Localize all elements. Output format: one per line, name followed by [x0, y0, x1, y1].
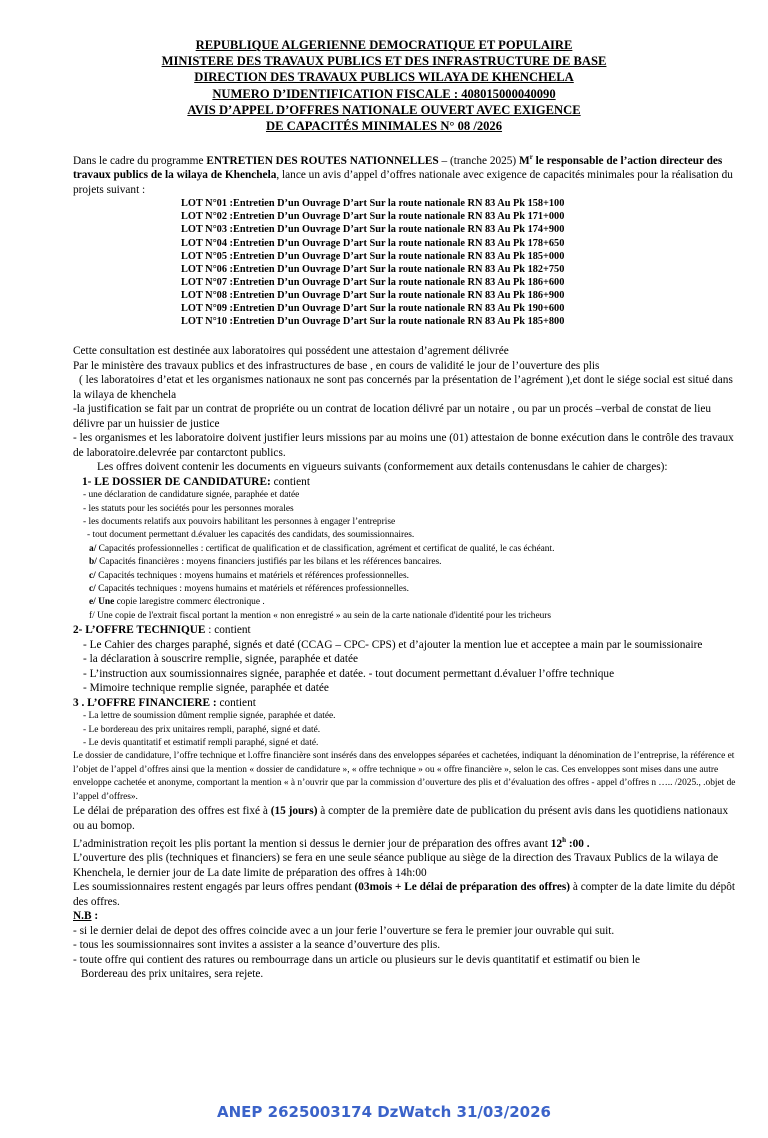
consult-line-3: ( les laboratoires d’etat et les organismes nationaux ne sont pas concernés par la présentation de l’agrément ),et dont le siége social est situé dans la wilaya de khenchela: [73, 374, 733, 401]
intro-paragraph: Dans le cadre du programme ENTRETIEN DES ROUTES NATIONNELLES – (tranche 2025) $M^r$ le responsable de l’action directeur des travaux publics de la wilaya de Khenchela, lance un avis d’appel d’offres nationale avec exigence de capacités minimales pour la réalisation du projets suivant :: [73, 153, 733, 196]
list-item: - les documents relatifs aux pouvoirs habilitant les personnes à engager l’entreprise: [83, 517, 396, 528]
submission-deadline: L’administration reçoit les plis portant la mention si dessus le dernier jour de préparation des offres avant 12$^h$ :00 .: [73, 836, 590, 850]
nb-heading: N.B :: [73, 910, 99, 923]
lot-item: LOT N°01 :Entretien D’un Ouvrage D’art Sur la route nationale RN 83 Au Pk 158+100: [181, 198, 565, 210]
lots-list: [181, 197, 738, 328]
header-ministry: MINISTERE DES TRAVAUX PUBLICS ET DES INFRASTRUCTURE DE BASE: [161, 54, 607, 69]
lot-item: LOT N°08 :Entretien D’un Ouvrage D’art Sur la route nationale RN 83 Au Pk 186+900: [181, 289, 565, 301]
document-header: [0, 37, 768, 134]
anep-footer-stamp: ANEP 2625003174 DzWatch 31/03/2026: [217, 1103, 551, 1121]
lot-item: LOT N°09 :Entretien D’un Ouvrage D’art Sur la route nationale RN 83 Au Pk 190+600: [181, 303, 565, 315]
list-item: - L’instruction aux soumissionnaires signée, paraphée et datée. - tout document permettant d.évaluer l’offre technique: [83, 667, 615, 680]
section-1-items: [73, 489, 738, 623]
lot-item: LOT N°04 :Entretien D’un Ouvrage D’art Sur la route nationale RN 83 Au Pk 178+650: [181, 237, 565, 249]
list-item: - les statuts pour les sociétés pour les personnes morales: [83, 503, 294, 514]
consult-line-6: Les offres doivent contenir les documents en vigueurs suivants (conformement aux details contenusdans le cahier de charges):: [97, 461, 668, 474]
list-item: b/ Capacités financières : moyens financiers justifiés par les bilans et les références bancaires.: [89, 557, 442, 568]
consult-line-1: Cette consultation est destinée aux laboratoires qui possédent une attestaion d’agrement délivrée: [73, 345, 509, 358]
consult-line-2: Par le ministère des travaux publics et des infrastructures de base , en cours de validité le jour de l’ouverture des plis: [73, 359, 600, 372]
list-item: - une déclaration de candidature signée, paraphée et datée: [83, 490, 300, 501]
list-item: - Mimoire technique remplie signée, paraphée et datée: [83, 682, 329, 695]
list-item: - toute offre qui contient des ratures ou rembourrage dans un article ou plusieurs sur le devis quantitatif et estimatif ou bien le: [73, 953, 640, 966]
list-item: f/ Une copie de l'extrait fiscal portant la mention « non enregistré » au sein de la carte nationale d'identité pour les tricheurs: [89, 610, 552, 621]
list-item: - Le devis quantitatif et estimatif rempli paraphé, signé et daté.: [83, 738, 319, 749]
list-item: e/ Une copie laregistre commerc électronique .: [89, 597, 265, 608]
header-direction: DIRECTION DES TRAVAUX PUBLICS WILAYA DE KHENCHELA: [194, 70, 574, 85]
list-item: - tous les soumissionnaires sont invites a assister a la seance d’ouverture des plis.: [73, 939, 441, 952]
list-item: - si le dernier delai de depot des offres coincide avec a un jour ferie l’ouverture se fera le premier jour ouvrable qui suit.: [73, 924, 615, 937]
lot-item: LOT N°05 :Entretien D’un Ouvrage D’art Sur la route nationale RN 83 Au Pk 185+000: [181, 250, 565, 262]
header-fiscal-id: NUMERO D’IDENTIFICATION FISCALE : 408015000040090: [212, 86, 556, 101]
header-republic: REPUBLIQUE ALGERIENNE DEMOCRATIQUE ET POPULAIRE: [195, 38, 573, 52]
envelopes-notice: Le dossier de candidature, l’offre technique et l.offre financière sont insérés dans des enveloppes séparées et cachetées, indiquant la dénomination de l’entreprise, la référence et l’objet de l’appel d’offres ainsi que la mention « dossier de candidature », « offre technique » ou « offre financière », selon le cas. Ces enveloppes sont mises dans une autre enveloppe cachetée et anonyme, comportant la mention « à n’ouvrir que par la commission d’ouverture des plis et d’évaluation des offres - appel d’offres n ….. /2025., .objet de l’appel d’offres».: [73, 751, 736, 802]
list-item: - tout document permettant d.évaluer les capacités des candidats, des soumissionnaires.: [87, 530, 415, 541]
opening-session: L’ouverture des plis (techniques et financiers) se fera en une seule séance publique au siège de la direction des Travaux Publics de la wilaya de Khenchela, le dernier jour de La date limite de préparation des offres à 14h:00: [73, 852, 719, 879]
list-item: Bordereau des prix unitaires, sera rejete.: [81, 968, 264, 981]
lot-item: LOT N°07 :Entretien D’un Ouvrage D’art Sur la route nationale RN 83 Au Pk 186+600: [181, 276, 565, 288]
section-2-items: [73, 638, 738, 696]
section-2-heading: 2- L’OFFRE TECHNIQUE : contient: [73, 624, 251, 637]
section-3-items: [73, 710, 738, 750]
lot-item: LOT N°03 :Entretien D’un Ouvrage D’art Sur la route nationale RN 83 Au Pk 174+900: [181, 224, 565, 236]
lot-item: LOT N°06 :Entretien D’un Ouvrage D’art Sur la route nationale RN 83 Au Pk 182+750: [181, 263, 565, 275]
section-1-heading: 1- LE DOSSIER DE CANDIDATURE: contient: [82, 475, 310, 488]
preparation-delay: Le délai de préparation des offres est fixé à (15 jours) à compter de la première date de publication du présent avis dans les quotidiens nationaux ou au bomop.: [73, 805, 729, 832]
list-item: - Le Cahier des charges paraphé, signés et daté (CCAG – CPC- CPS) et d’ajouter la mention lue et acceptee a main par le soumissionaire: [83, 638, 703, 651]
nb-items: [73, 924, 738, 982]
lot-item: LOT N°10 :Entretien D’un Ouvrage D’art Sur la route nationale RN 83 Au Pk 185+800: [181, 316, 565, 328]
list-item: - la déclaration à souscrire remplie, signée, paraphée et datée: [83, 653, 359, 666]
list-item: c/ Capacités techniques : moyens humains et matériels et références professionnelles.: [89, 584, 409, 595]
list-item: a/ Capacités professionnelles : certificat de qualification et de classification, agrément et certificat de qualité, le cas échéant.: [89, 543, 555, 554]
header-notice-number: DE CAPACITÉS MINIMALES N° 08 /2026: [265, 119, 503, 134]
header-notice-title: AVIS D’APPEL D’OFFRES NATIONALE OUVERT AVEC EXIGENCE: [187, 102, 581, 117]
section-3-heading: 3 . L’OFFRE FINANCIERE : contient: [73, 696, 256, 709]
lot-item: LOT N°02 :Entretien D’un Ouvrage D’art Sur la route nationale RN 83 Au Pk 171+000: [181, 211, 565, 223]
commitment-period: Les soumissionnaires restent engagés par leurs offres pendant (03mois + Le délai de préparation des offres) à compter de la date limite du dépôt des offres.: [73, 881, 736, 908]
consult-line-5: - les organismes et les laboratoire doivent justifier leurs missions par au moins une (01) attestaion de bonne exécution dans le contrôle des travaux de laboratoire.delevrée par contarctont publics.: [73, 432, 734, 459]
consult-line-4: -la justification se fait par un contrat de propriéte ou un contrat de location délivré par un notaire , ou par un procés –verbal de constat de lieu délivre par un huissier de justice: [73, 403, 712, 430]
list-item: - Le bordereau des prix unitaires rempli, paraphé, signé et daté.: [83, 724, 321, 735]
list-item: c/ Capacités techniques : moyens humains et matériels et références professionnelles.: [89, 570, 409, 581]
document-body: [73, 150, 738, 982]
list-item: - La lettre de soumission dûment remplie signée, paraphée et datée.: [83, 711, 336, 722]
